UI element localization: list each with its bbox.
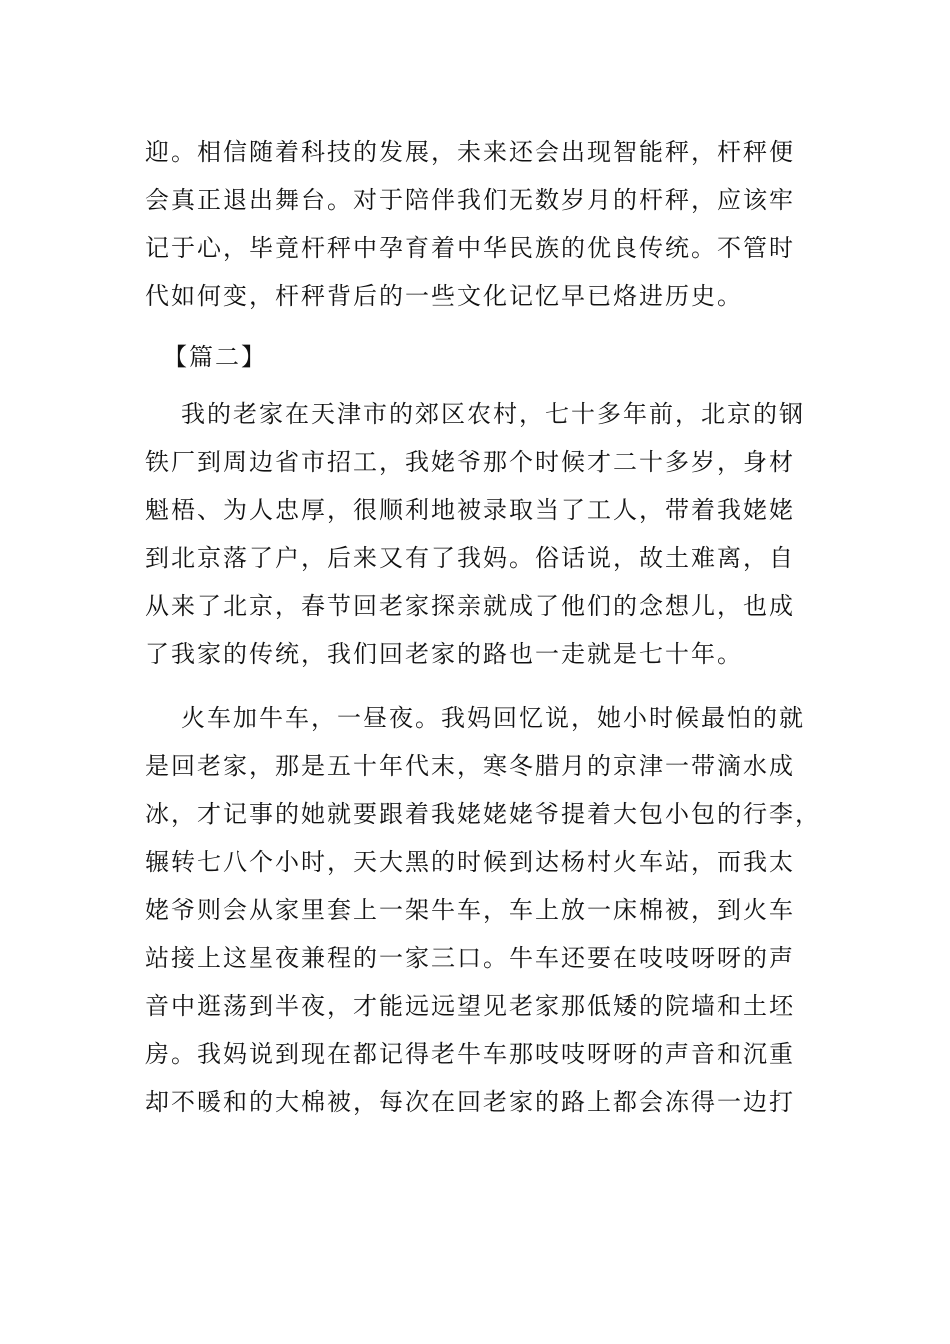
- paragraph-hometown: [145, 390, 805, 678]
- section-heading: [145, 333, 805, 381]
- paragraph-line: 铁厂到周边省市招工，我姥爷那个时候才二十多岁，身材: [145, 448, 795, 476]
- paragraph-line: 代如何变，杆秤背后的一些文化记忆早已烙进历史。: [145, 282, 743, 310]
- paragraph-line: 冰，才记事的她就要跟着我姥姥姥爷提着大包小包的行李，: [145, 800, 821, 828]
- paragraph-line: 房。我妈说到现在都记得老牛车那吱吱呀呀的声音和沉重: [145, 1040, 795, 1068]
- paragraph-line: 站接上这星夜兼程的一家三口。牛车还要在吱吱呀呀的声: [145, 944, 795, 972]
- paragraph-line: 辗转七八个小时，天大黑的时候到达杨村火车站，而我太: [145, 848, 795, 876]
- paragraph-line: 了我家的传统，我们回老家的路也一走就是七十年。: [145, 640, 743, 668]
- paragraph-continuation: [145, 128, 805, 320]
- paragraph-line: 会真正退出舞台。对于陪伴我们无数岁月的杆秤，应该牢: [145, 186, 795, 214]
- paragraph-line: 是回老家，那是五十年代末，寒冬腊月的京津一带滴水成: [145, 752, 795, 780]
- paragraph-journey: [145, 694, 821, 1126]
- paragraph-line: 火车加牛车，一昼夜。我妈回忆说，她小时候最怕的就: [181, 704, 805, 732]
- paragraph-line: 迎。相信随着科技的发展，未来还会出现智能秤，杆秤便: [145, 138, 795, 166]
- paragraph-line: 从来了北京，春节回老家探亲就成了他们的念想儿，也成: [145, 592, 795, 620]
- paragraph-line: 记于心，毕竟杆秤中孕育着中华民族的优良传统。不管时: [145, 234, 795, 262]
- paragraph-line: 魁梧、为人忠厚，很顺利地被录取当了工人，带着我姥姥: [145, 496, 795, 524]
- paragraph-line: 我的老家在天津市的郊区农村，七十多年前，北京的钢: [181, 400, 805, 428]
- section-heading-text: 【篇二】: [163, 343, 267, 371]
- paragraph-line: 却不暖和的大棉被，每次在回老家的路上都会冻得一边打: [145, 1088, 795, 1116]
- paragraph-line: 姥爷则会从家里套上一架牛车，车上放一床棉被，到火车: [145, 896, 795, 924]
- paragraph-line: 音中逛荡到半夜，才能远远望见老家那低矮的院墙和土坯: [145, 992, 795, 1020]
- paragraph-line: 到北京落了户，后来又有了我妈。俗话说，故土难离，自: [145, 544, 795, 572]
